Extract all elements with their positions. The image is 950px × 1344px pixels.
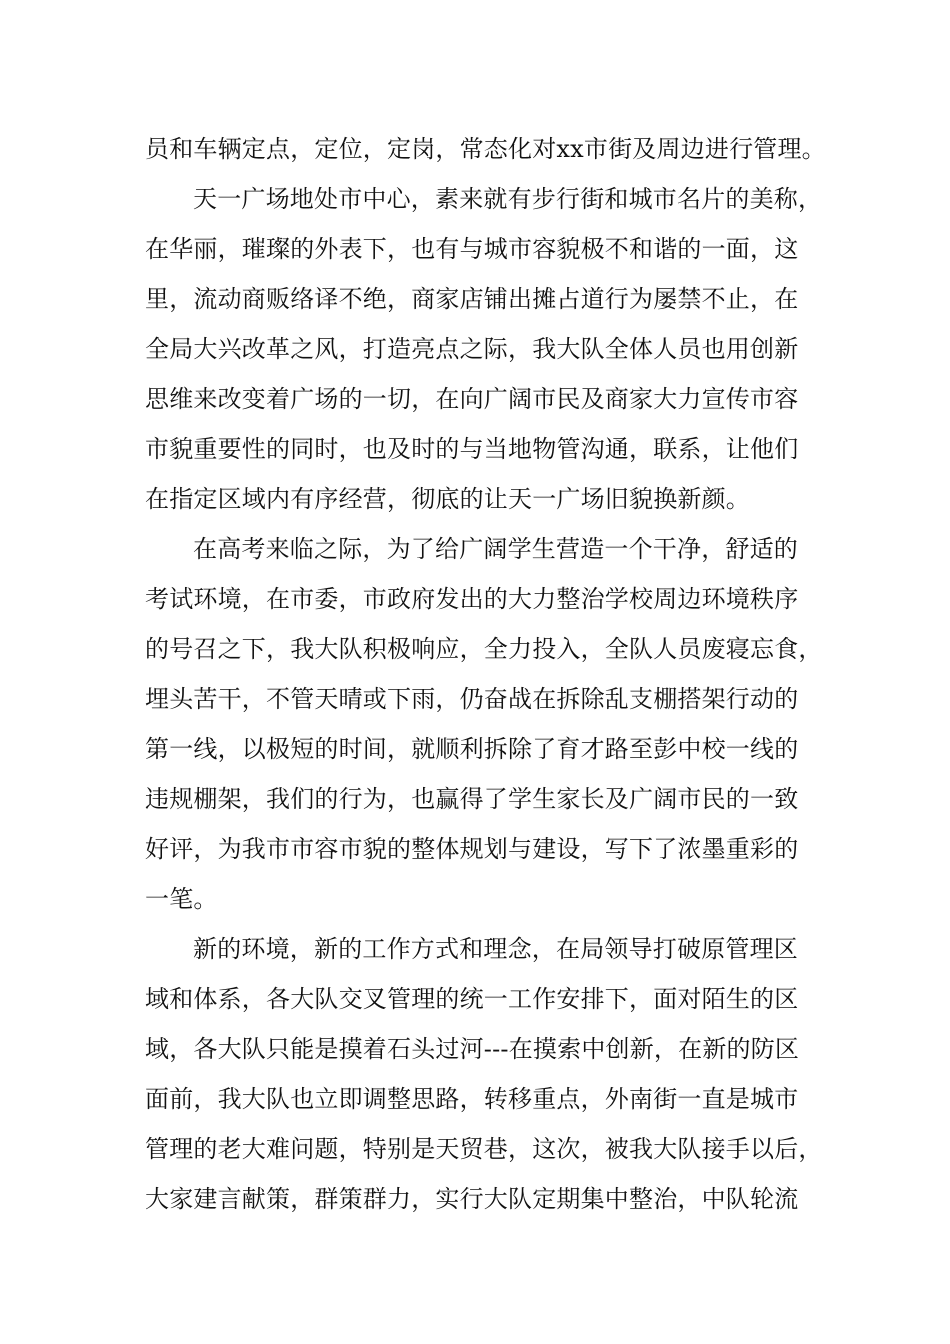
text-line: 员和车辆定点，定位，定岗，常态化对xx市街及周边进行管理。 [145,135,826,163]
text-line: 域和体系，各大队交叉管理的统一工作安排下，面对陌生的区 [145,985,799,1013]
text-line: 思维来改变着广场的一切，在向广阔市民及商家大力宣传市容 [145,385,799,413]
text-line: 考试环境，在市委，市政府发出的大力整治学校周边环境秩序 [145,585,799,613]
paragraph-first-line: 新的环境，新的工作方式和理念，在局领导打破原管理区 [193,935,798,963]
text-line: 埋头苦干，不管天晴或下雨，仍奋战在拆除乱支棚搭架行动的 [145,685,799,713]
text-line: 域，各大队只能是摸着石头过河---在摸索中创新，在新的防区 [145,1035,800,1063]
text-line: 好评，为我市市容市貌的整体规划与建设，写下了浓墨重彩的 [145,835,799,863]
paragraph-first-line: 天一广场地处市中心，素来就有步行街和城市名片的美称， [193,185,823,213]
text-line: 的号召之下，我大队积极响应，全力投入，全队人员废寝忘食， [145,635,823,663]
text-line: 大家建言献策，群策群力，实行大队定期集中整治，中队轮流 [145,1185,799,1213]
text-line: 全局大兴改革之风，打造亮点之际，我大队全体人员也用创新 [145,335,799,363]
document-body [145,124,825,1224]
text-line: 管理的老大难问题，特别是天贸巷，这次，被我大队接手以后， [145,1135,823,1163]
paragraph-first-line: 在高考来临之际，为了给广阔学生营造一个干净，舒适的 [193,535,798,563]
text-line: 面前，我大队也立即调整思路，转移重点，外南街一直是城市 [145,1085,799,1113]
text-line: 第一线，以极短的时间，就顺利拆除了育才路至彭中校一线的 [145,735,799,763]
text-line: 里，流动商贩络译不绝，商家店铺出摊占道行为屡禁不止，在 [145,285,799,313]
text-line: 一笔。 [145,885,218,913]
text-line: 在华丽，璀璨的外表下，也有与城市容貌极不和谐的一面，这 [145,235,799,263]
text-line: 在指定区域内有序经营，彻底的让天一广场旧貌换新颜。 [145,485,750,513]
text-line: 市貌重要性的同时，也及时的与当地物管沟通，联系，让他们 [145,435,799,463]
text-line: 违规棚架，我们的行为，也赢得了学生家长及广阔市民的一致 [145,785,799,813]
